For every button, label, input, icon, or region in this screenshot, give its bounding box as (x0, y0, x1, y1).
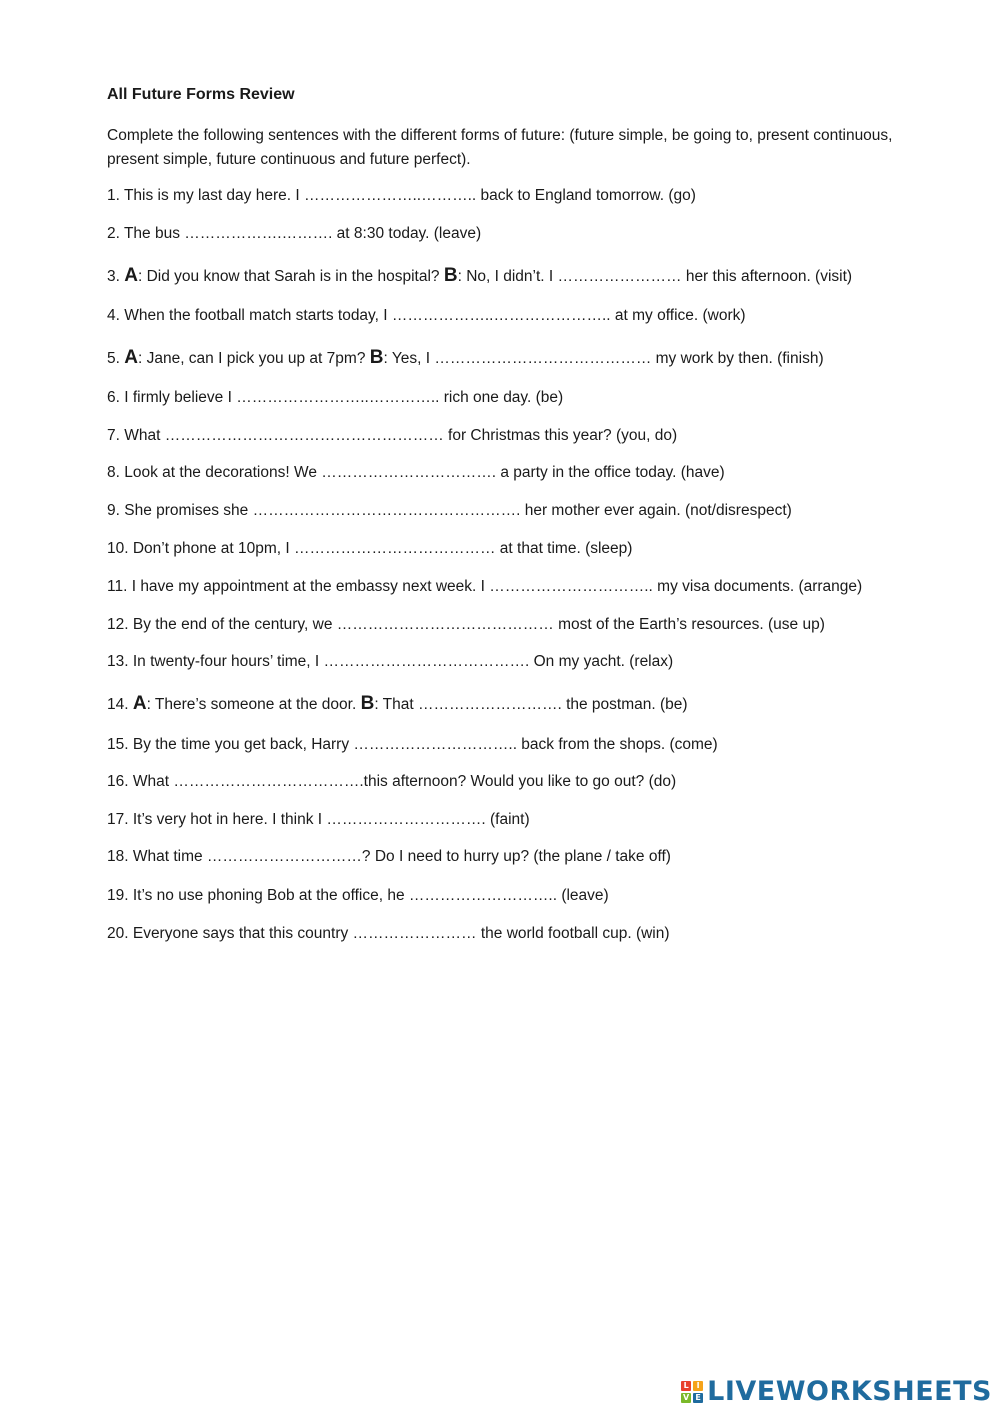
exercise-item-5 (107, 346, 824, 371)
exercise-item-8: 8. Look at the decorations! We ……………………………. a party in the office today. (have) (107, 464, 725, 481)
item-number: 5. (107, 350, 125, 367)
speaker-b-text: : Yes, I …………………………………… my work by then. (finish) (383, 350, 824, 367)
logo-wordmark: LIVEWORKSHEETS (707, 1376, 992, 1407)
exercise-item-9: 9. She promises she ……………………………………………. her mother ever again. (not/disrespect) (107, 502, 792, 519)
exercise-item-18: 18. What time …………………………? Do I need to hurry up? (the plane / take off) (107, 848, 671, 865)
speaker-a-label: A (124, 265, 138, 286)
exercise-item-15: 15. By the time you get back, Harry ………………………….. back from the shops. (come) (107, 736, 718, 753)
exercise-item-10: 10. Don’t phone at 10pm, I ………………………………… at that time. (sleep) (107, 540, 633, 557)
speaker-a-text: : There’s someone at the door. (146, 696, 361, 713)
item-number: 3. (107, 268, 125, 285)
exercise-item-7: 7. What ……………………………………………… for Christmas this year? (you, do) (107, 427, 678, 444)
worksheet-instructions: Complete the following sentences with the different forms of future: (future simple, be going to, present continuous, present simple, future continuous and future perfect). (107, 127, 893, 168)
exercise-item-16: 16. What ……………………………….this afternoon? Would you like to go out? (do) (107, 773, 677, 790)
exercise-item-11: 11. I have my appointment at the embassy next week. I ………………………….. my visa documents. (arrange) (107, 578, 863, 595)
exercise-item-20: 20. Everyone says that this country …………………… the world football cup. (win) (107, 925, 670, 942)
exercise-item-14 (107, 692, 688, 717)
liveworksheets-logo (681, 1376, 992, 1407)
exercise-item-13: 13. In twenty-four hours’ time, I …………………………………. On my yacht. (relax) (107, 653, 674, 670)
speaker-a-label: A (124, 347, 138, 368)
exercise-item-4: 4. When the football match starts today, I ………………..………………….. at my office. (work) (107, 307, 746, 324)
logo-letter: L (681, 1381, 691, 1391)
speaker-b-text: : That ………………………. the postman. (be) (374, 696, 688, 713)
exercise-item-1: 1. This is my last day here. I …………………..……….. back to England tomorrow. (go) (107, 187, 696, 204)
speaker-b-label: B (369, 347, 384, 368)
logo-letter: V (683, 1392, 690, 1402)
worksheet-title: All Future Forms Review (107, 86, 295, 103)
exercise-item-17: 17. It’s very hot in here. I think I …………………………. (faint) (107, 811, 530, 828)
speaker-b-label: B (360, 693, 375, 714)
speaker-b-label: B (443, 265, 458, 286)
exercise-item-6: 6. I firmly believe I ……………………..………….. rich one day. (be) (107, 389, 564, 406)
logo-letter: I (693, 1381, 703, 1391)
speaker-b-text: : No, I didn’t. I …………………… her this afternoon. (visit) (457, 268, 853, 285)
exercise-item-2: 2. The bus ……………….………. at 8:30 today. (leave) (107, 225, 482, 242)
logo-letter: E (693, 1393, 703, 1403)
logo-mark-icon (681, 1381, 703, 1403)
speaker-a-text: : Jane, can I pick you up at 7pm? (137, 350, 370, 367)
item-number: 14. (107, 696, 133, 713)
exercise-item-19: 19. It’s no use phoning Bob at the office, he ……………………….. (leave) (107, 887, 609, 904)
speaker-a-text: : Did you know that Sarah is in the hospital? (137, 268, 444, 285)
exercise-item-12: 12. By the end of the century, we …………………………………… most of the Earth’s resources. (use up) (107, 616, 825, 633)
exercise-item-3 (107, 264, 852, 289)
speaker-a-label: A (132, 693, 147, 714)
